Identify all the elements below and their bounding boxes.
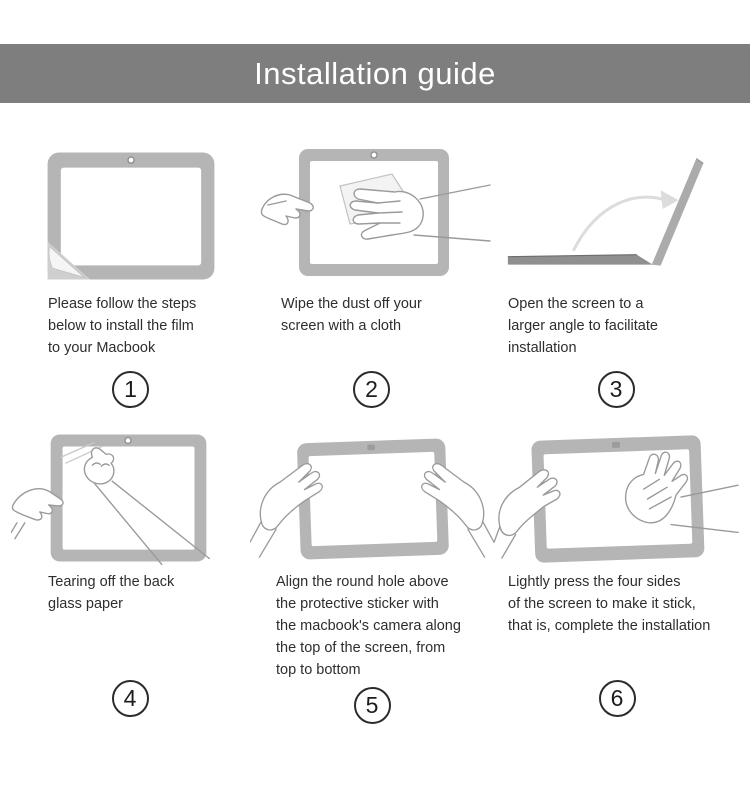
open-direction-arrow: [573, 197, 668, 251]
steps-row-2: [10, 413, 740, 729]
step-6-illustration: [494, 431, 740, 568]
screen-area: [309, 452, 438, 546]
page-title: Installation guide: [254, 55, 496, 91]
camera-icon: [127, 157, 133, 163]
camera-icon: [125, 438, 131, 444]
step-2-cell: [251, 103, 492, 413]
step-1-text: Please follow the steps below to install the film to your Macbook: [48, 296, 197, 356]
step-3-number-wrap: [598, 365, 635, 413]
step-5-text: Align the round hole above the protective sticker with the macbook's camera along the top of the screen, from top to bottom: [276, 574, 461, 678]
step-5-number-badge: 5: [354, 687, 391, 724]
camera-icon: [367, 444, 375, 450]
press-sides-illustration: [494, 431, 740, 568]
camera-icon: [612, 442, 620, 448]
step-2-illustration: [251, 143, 492, 290]
open-laptop-illustration: [492, 143, 740, 290]
step-5-number-wrap: [354, 681, 391, 729]
step-4-number-badge: 4: [112, 680, 149, 717]
step-1-illustration: [10, 143, 251, 290]
film-peel-corner-illustration: [22, 143, 240, 290]
screen-area: [63, 446, 195, 549]
tear-backing-illustration: [11, 431, 249, 568]
step-3-cell: [492, 103, 740, 413]
laptop-screen-open: [652, 158, 704, 265]
step-6-number-badge: 6: [599, 680, 636, 717]
step-1-number-badge: 1: [112, 371, 149, 408]
step-2-number-badge: 2: [353, 371, 390, 408]
step-5-illustration: [250, 431, 494, 568]
step-6-cell: [494, 413, 740, 729]
step-4-number-wrap: [112, 674, 149, 722]
screen-area: [60, 168, 200, 266]
step-4-illustration: [10, 431, 250, 568]
step-6-number-wrap: [599, 674, 636, 722]
installation-steps: [0, 103, 750, 729]
holding-hand-wrist-lines: [11, 523, 25, 539]
header-bar: [0, 44, 750, 103]
step-3-text: Open the screen to a larger angle to facilitate installation: [508, 296, 658, 356]
step-4-text: Tearing off the back glass paper: [48, 574, 175, 612]
step-4-cell: [10, 413, 250, 729]
camera-icon: [371, 152, 377, 158]
step-3-illustration: [492, 143, 740, 290]
wipe-screen-illustration: [252, 143, 492, 290]
arrowhead-icon: [661, 190, 679, 209]
step-5-cell: [250, 413, 494, 729]
step-6-text: Lightly press the four sides of the screen to make it stick, that is, complete the installation: [508, 574, 711, 634]
steps-row-1: [10, 103, 740, 413]
step-1-number-wrap: [112, 365, 149, 413]
step-1-cell: [10, 103, 251, 413]
step-3-number-badge: 3: [598, 371, 635, 408]
step-2-number-wrap: [353, 365, 390, 413]
screen-group: [297, 438, 449, 559]
step-2-text: Wipe the dust off your screen with a cloth: [281, 296, 422, 334]
align-film-illustration: [250, 431, 494, 568]
